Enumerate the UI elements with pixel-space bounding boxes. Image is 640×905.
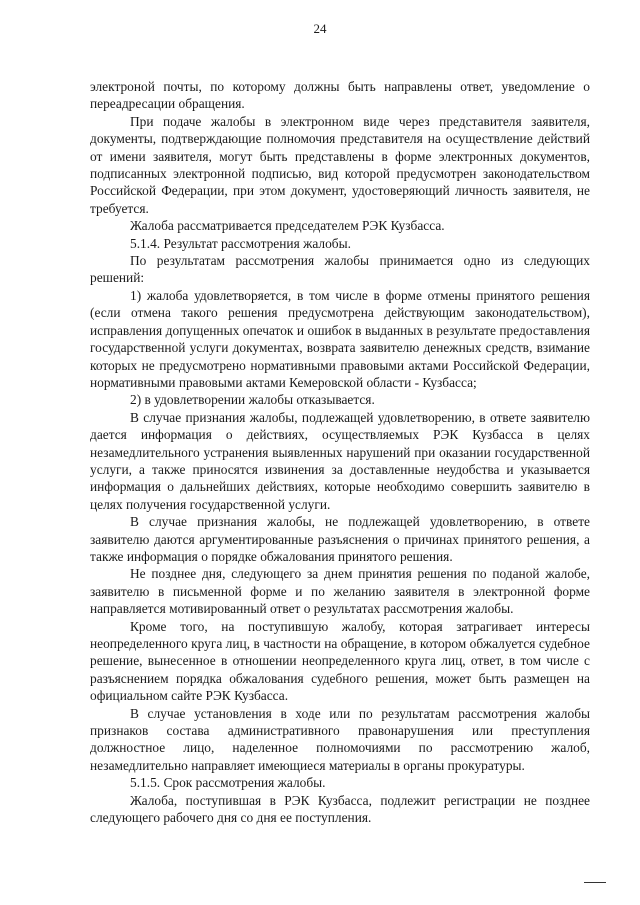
paragraph: В случае признания жалобы, не подлежащей удовлетворению, в ответе заявителю даются аргументированные разъяснения о причинах принятого решения, а также информация о порядке обжалования принятого решения. xyxy=(90,514,590,564)
list-item: 1) жалоба удовлетворяется, в том числе в форме отмены принятого решения (если отмена такого решения предусмотрена действующим законодательством), исправления допущенных опечаток и ошибок в выданных в результате предоставления государственной услуги документах, возврата заявителю денежных средств, взимание которых не предусмотрено нормативными правовыми актами Российской Федерации, нормативными правовыми актами Кемеровской области - Кузбасса; xyxy=(90,287,590,390)
paragraph: электроной почты, по которому должны быть направлены ответ, уведомление о переадресации обращения. xyxy=(90,79,590,112)
paragraph: При подаче жалобы в электронном виде через представителя заявителя, документы, подтверждающие полномочия представителя на осуществление действий от имени заявителя, могут быть представлены в форме электронных документов, подписанных электронной подписью, вид которой предусмотрен законодательством Российской Федерации, при этом документ, удостоверяющий личность заявителя, не требуется. xyxy=(90,113,590,216)
paragraph: В случае признания жалобы, подлежащей удовлетворению, в ответе заявителю дается информация о действиях, осуществляемых РЭК Кузбасса в целях незамедлительного устранения выявленных нарушений при оказании государственной услуги, а также приносятся извинения за доставленные неудобства и указывается информация о дальнейших действиях, которые необходимо совершить заявителю в целях получения государственной услуги. xyxy=(90,409,590,512)
paragraph: Жалоба рассматривается председателем РЭК Кузбасса. xyxy=(130,218,445,234)
list-item: 2) в удовлетворении жалобы отказывается. xyxy=(130,392,375,408)
section-heading: 5.1.5. Срок рассмотрения жалобы. xyxy=(130,775,326,791)
paragraph: По результатам рассмотрения жалобы принимается одно из следующих решений: xyxy=(90,253,590,286)
page-number: 24 xyxy=(313,21,327,36)
paragraph: Кроме того, на поступившую жалобу, которая затрагивает интересы неопределенного круга лиц, в частности на обращение, в котором обжалуется судебное решение, вынесенное в отношении неопределенного круга лиц, ответ, в том числе с разъяснением порядка обжалования судебного решения, может быть размещен на официальном сайте РЭК Кузбасса. xyxy=(90,618,590,704)
paragraph: Жалоба, поступившая в РЭК Кузбасса, подлежит регистрации не позднее следующего рабочего дня со дня ее поступления. xyxy=(90,792,590,826)
footer-dash xyxy=(584,882,606,883)
paragraph: Не позднее дня, следующего за днем принятия решения по поданой жалобе, заявителю в письменной форме и по желанию заявителя в электронной форме направляется мотивированный ответ о результатах рассмотрения жалобы. xyxy=(90,566,590,617)
body-text xyxy=(90,78,590,826)
section-heading: 5.1.4. Результат рассмотрения жалобы. xyxy=(130,235,351,251)
paragraph: В случае установления в ходе или по результатам рассмотрения жалобы признаков состава административного правонарушения или преступления должностное лицо, наделенное полномочиями по рассмотрению жалоб, незамедлительно направляет имеющиеся материалы в органы прокуратуры. xyxy=(90,705,590,773)
